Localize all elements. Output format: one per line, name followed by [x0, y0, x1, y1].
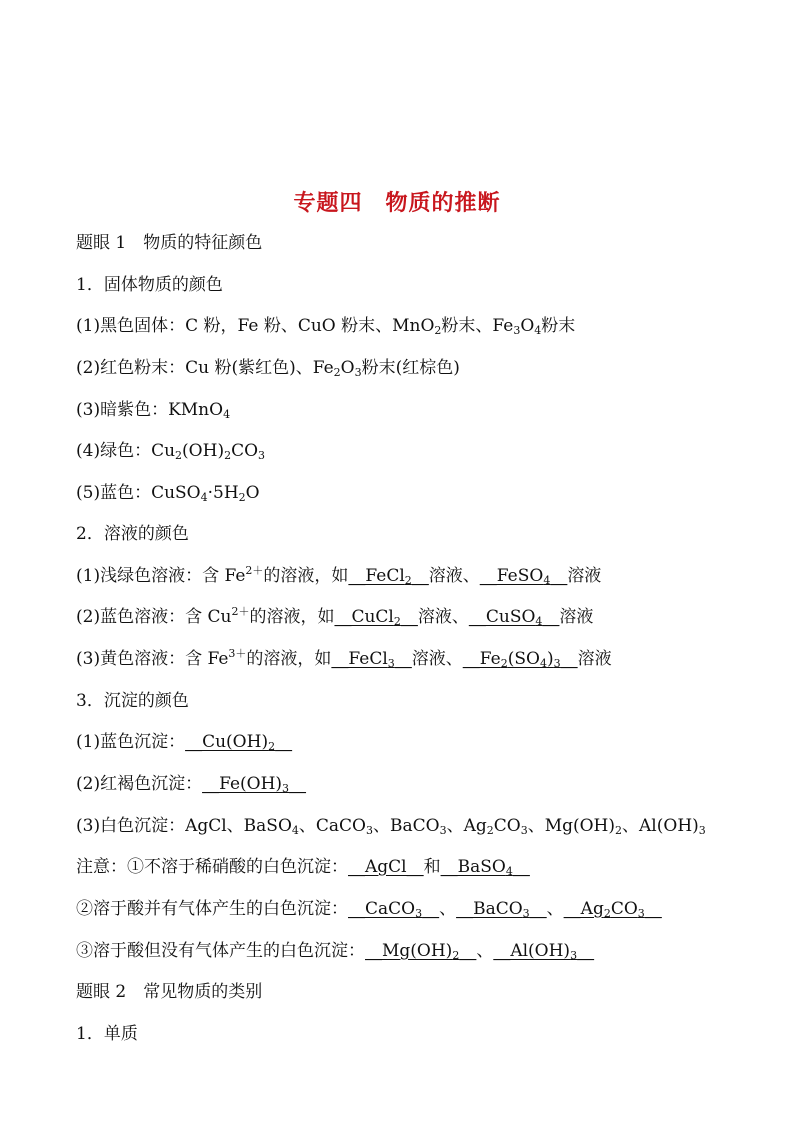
answer-blank: __FeCl$_2$__	[348, 566, 429, 587]
subheading: 2．溶液的颜色	[76, 524, 189, 544]
text-line: (4)绿色：$Cu_2(OH)_2CO_3$	[76, 441, 266, 462]
text-line: (3)黄色溶液：含 $Fe^{3+}$的溶液，如__FeCl$_3$__溶液、$\_\_Fe_2(SO_4)_3\_\_$溶液	[76, 647, 612, 670]
answer-blank: __AgCl__	[348, 857, 424, 877]
answer-blank: $\_\_Mg(OH)_2\_\_$	[365, 941, 477, 962]
text-line: (2)红色粉末：Cu 粉(紫红色)、$Fe_2O_3$粉末(红棕色)	[76, 358, 460, 379]
subheading: 1．单质	[76, 1024, 138, 1044]
text-line: (2)蓝色溶液：含 $Cu^{2+}$的溶液，如__CuCl$_2$__溶液、__CuSO$_4$__溶液	[76, 605, 594, 628]
text-line: ②溶于酸并有气体产生的白色沉淀：__CaCO$_3$__、__BaCO$_3$__、$\_\_Ag_2CO_3\_\_$	[76, 899, 662, 920]
answer-blank: $\_\_Al(OH)_3\_\_$	[493, 941, 595, 962]
text-line: ③溶于酸但没有气体产生的白色沉淀：$\_\_Mg(OH)_2\_\_$、$\_\_Al(OH)_3\_\_$	[76, 941, 595, 962]
section-heading: 题眼 2 常见物质的类别	[76, 982, 263, 1002]
text-line: (3)白色沉淀：AgCl、BaSO$_4$、CaCO$_3$、BaCO$_3$、$Ag_2CO_3$、$Mg(OH)_2$、$Al(OH)_3$	[76, 816, 706, 837]
subheading: 1．固体物质的颜色	[76, 275, 223, 295]
answer-blank: __BaCO$_3$__	[456, 899, 547, 920]
subheading: 3．沉淀的颜色	[76, 691, 189, 711]
text-line: (1)蓝色沉淀：$\_\_Cu(OH)_2\_\_$	[76, 732, 293, 753]
answer-blank: __BaSO$_4$__	[440, 857, 530, 878]
answer-blank: $\_\_Fe_2(SO_4)_3\_\_$	[462, 649, 578, 670]
answer-blank: __FeCl$_3$__	[331, 649, 412, 670]
text-line: (3)暗紫色：KMnO$_4$	[76, 400, 231, 421]
answer-blank: $\_\_Fe(OH)_3\_\_$	[202, 774, 307, 795]
text-line: (1)黑色固体：C 粉，Fe 粉、CuO 粉末、MnO$_2$粉末、$Fe_3O_4$粉末	[76, 316, 576, 337]
answer-blank: __CuCl$_2$__	[334, 607, 418, 628]
section-heading: 题眼 1 物质的特征颜色	[76, 233, 263, 253]
answer-blank: __FeSO$_4$__	[479, 566, 568, 587]
page-title: 专题四 物质的推断	[293, 191, 501, 216]
text-line: (1)浅绿色溶液：含 $Fe^{2+}$的溶液，如__FeCl$_2$__溶液、__FeSO$_4$__溶液	[76, 564, 602, 587]
answer-blank: __CaCO$_3$__	[348, 899, 440, 920]
answer-blank: $\_\_Ag_2CO_3\_\_$	[563, 899, 662, 920]
answer-blank: $\_\_Cu(OH)_2\_\_$	[185, 732, 293, 753]
answer-blank: __CuSO$_4$__	[468, 607, 560, 628]
text-line: (5)蓝色：$CuSO_4\cdot 5H_2O$	[76, 483, 260, 504]
text-line: (2)红褐色沉淀：$\_\_Fe(OH)_3\_\_$	[76, 774, 307, 795]
text-line: 注意：①不溶于稀硝酸的白色沉淀：__AgCl__和__BaSO$_4$__	[76, 857, 530, 878]
